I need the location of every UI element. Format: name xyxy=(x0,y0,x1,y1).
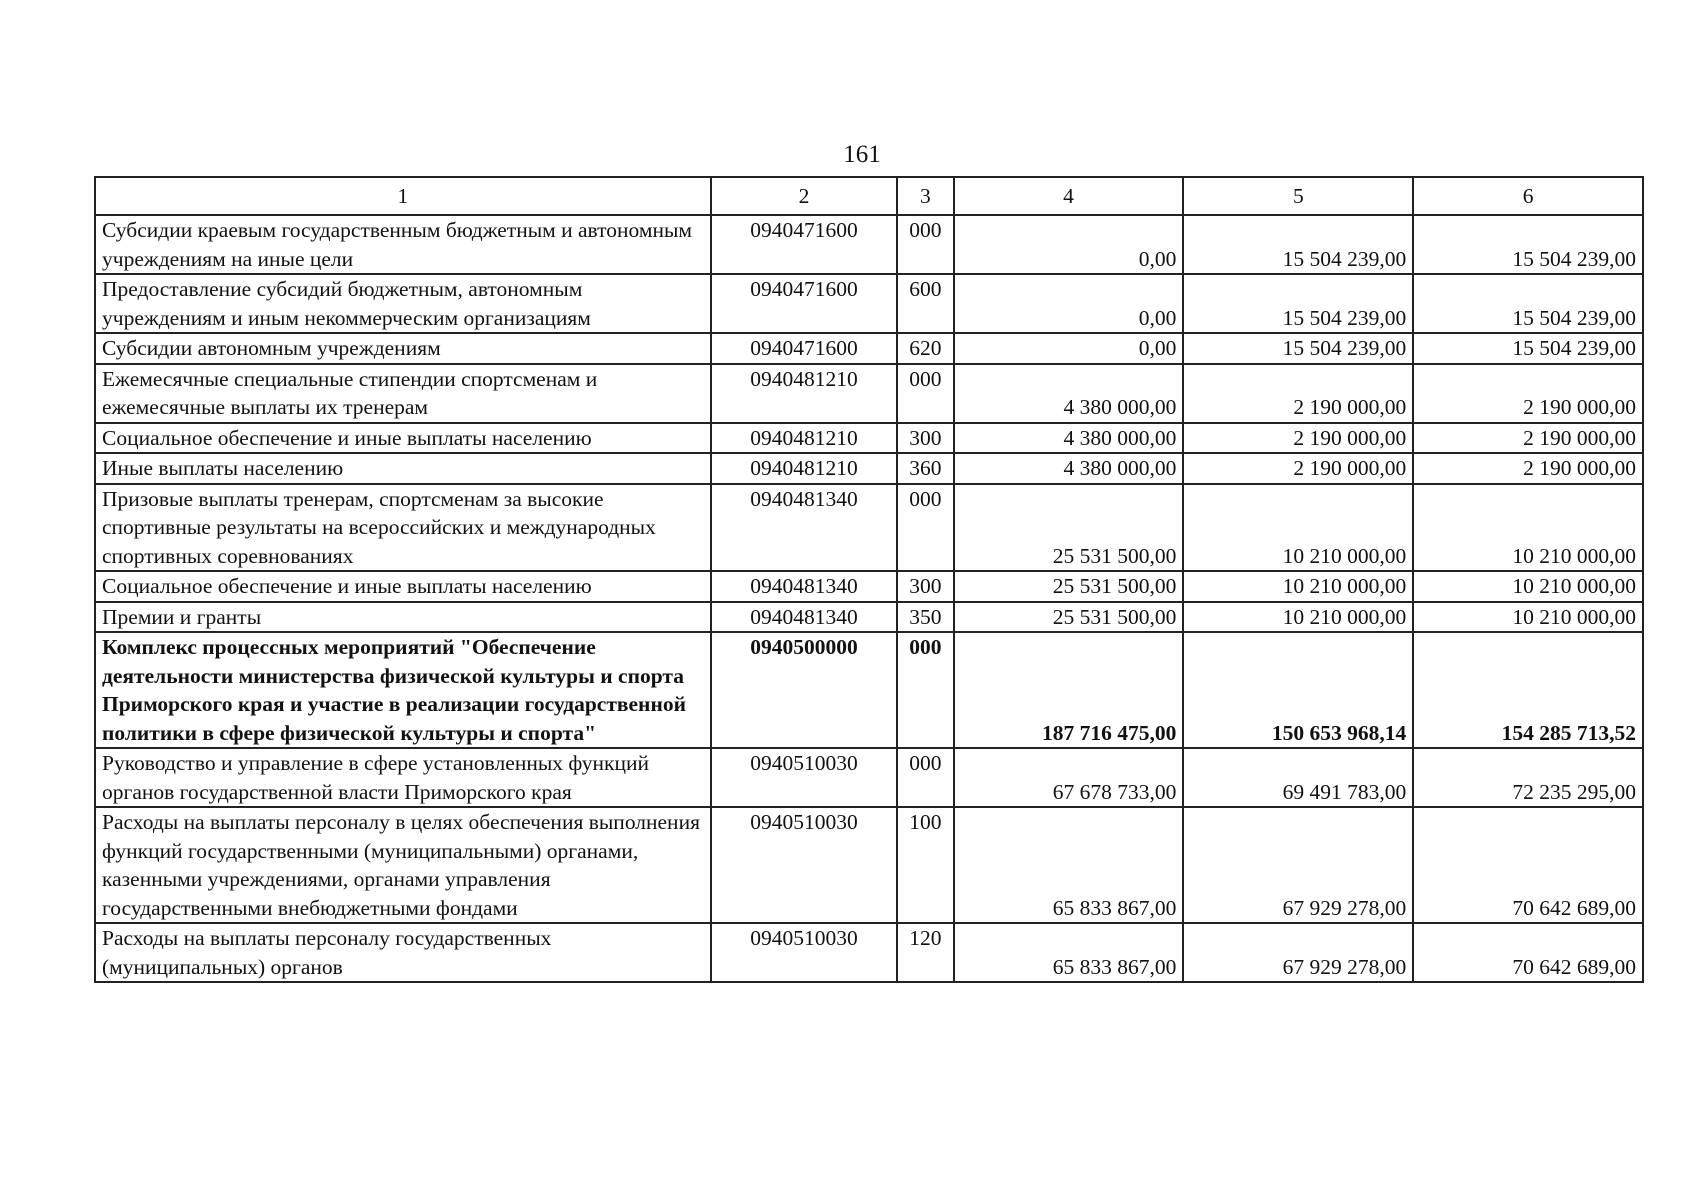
table-row xyxy=(95,602,1643,633)
row-name-cell: Руководство и управление в сфере установленных функций органов государственной власти Приморского края xyxy=(95,748,711,807)
row-code-cell: 0940510030 xyxy=(711,807,897,923)
column-header-3: 3 xyxy=(897,177,953,215)
row-code-cell: 0940471600 xyxy=(711,333,897,364)
column-header-4: 4 xyxy=(954,177,1184,215)
row-amount-year2-cell: 15 504 239,00 xyxy=(1183,274,1413,333)
row-expense-type-cell: 000 xyxy=(897,484,953,572)
row-expense-type-cell: 000 xyxy=(897,364,953,423)
column-header-2: 2 xyxy=(711,177,897,215)
budget-table xyxy=(94,176,1644,983)
row-amount-year2-cell: 15 504 239,00 xyxy=(1183,333,1413,364)
row-code-cell: 0940510030 xyxy=(711,748,897,807)
row-amount-year3-cell: 15 504 239,00 xyxy=(1413,333,1643,364)
row-amount-year1-cell: 25 531 500,00 xyxy=(954,602,1184,633)
table-row xyxy=(95,571,1643,602)
table-row xyxy=(95,923,1643,982)
row-name-cell: Предоставление субсидий бюджетным, автономным учреждениям и иным некоммерческим организациям xyxy=(95,274,711,333)
row-name-cell: Социальное обеспечение и иные выплаты населению xyxy=(95,423,711,454)
row-name-cell: Субсидии краевым государственным бюджетным и автономным учреждениям на иные цели xyxy=(95,215,711,274)
row-code-cell: 0940481210 xyxy=(711,423,897,454)
row-amount-year1-cell: 67 678 733,00 xyxy=(954,748,1184,807)
row-amount-year2-cell: 10 210 000,00 xyxy=(1183,484,1413,572)
table-row xyxy=(95,364,1643,423)
row-expense-type-cell: 300 xyxy=(897,423,953,454)
row-amount-year3-cell: 154 285 713,52 xyxy=(1413,632,1643,748)
row-code-cell: 0940481340 xyxy=(711,602,897,633)
column-header-5: 5 xyxy=(1183,177,1413,215)
table-row xyxy=(95,807,1643,923)
row-amount-year3-cell: 10 210 000,00 xyxy=(1413,602,1643,633)
row-name-cell: Иные выплаты населению xyxy=(95,453,711,484)
column-header-1: 1 xyxy=(95,177,711,215)
row-amount-year3-cell: 10 210 000,00 xyxy=(1413,484,1643,572)
row-code-cell: 0940481340 xyxy=(711,484,897,572)
row-amount-year2-cell: 67 929 278,00 xyxy=(1183,923,1413,982)
row-name-cell: Комплекс процессных мероприятий "Обеспечение деятельности министерства физической культуры и спорта Приморского края и участие в реализации государственной политики в сфере физической культуры и спорта" xyxy=(95,632,711,748)
row-amount-year2-cell: 10 210 000,00 xyxy=(1183,602,1413,633)
row-amount-year3-cell: 70 642 689,00 xyxy=(1413,807,1643,923)
row-expense-type-cell: 600 xyxy=(897,274,953,333)
row-amount-year1-cell: 187 716 475,00 xyxy=(954,632,1184,748)
row-amount-year1-cell: 4 380 000,00 xyxy=(954,364,1184,423)
table-row xyxy=(95,215,1643,274)
row-name-cell: Призовые выплаты тренерам, спортсменам за высокие спортивные результаты на всероссийских и международных спортивных соревнованиях xyxy=(95,484,711,572)
row-amount-year3-cell: 15 504 239,00 xyxy=(1413,274,1643,333)
row-expense-type-cell: 360 xyxy=(897,453,953,484)
row-amount-year1-cell: 4 380 000,00 xyxy=(954,453,1184,484)
row-name-cell: Ежемесячные специальные стипендии спортсменам и ежемесячные выплаты их тренерам xyxy=(95,364,711,423)
budget-table-body xyxy=(95,177,1643,982)
row-amount-year3-cell: 2 190 000,00 xyxy=(1413,453,1643,484)
row-code-cell: 0940471600 xyxy=(711,274,897,333)
table-row xyxy=(95,333,1643,364)
row-amount-year1-cell: 25 531 500,00 xyxy=(954,484,1184,572)
row-amount-year1-cell: 0,00 xyxy=(954,215,1184,274)
page-number: 161 xyxy=(843,141,881,168)
row-amount-year1-cell: 0,00 xyxy=(954,333,1184,364)
row-amount-year1-cell: 65 833 867,00 xyxy=(954,807,1184,923)
row-amount-year2-cell: 2 190 000,00 xyxy=(1183,364,1413,423)
table-row xyxy=(95,274,1643,333)
table-row xyxy=(95,484,1643,572)
row-code-cell: 0940481210 xyxy=(711,364,897,423)
row-expense-type-cell: 350 xyxy=(897,602,953,633)
row-name-cell: Премии и гранты xyxy=(95,602,711,633)
row-code-cell: 0940481340 xyxy=(711,571,897,602)
row-amount-year1-cell: 0,00 xyxy=(954,274,1184,333)
row-amount-year2-cell: 2 190 000,00 xyxy=(1183,423,1413,454)
row-name-cell: Субсидии автономным учреждениям xyxy=(95,333,711,364)
table-row xyxy=(95,632,1643,748)
row-amount-year3-cell: 10 210 000,00 xyxy=(1413,571,1643,602)
row-amount-year1-cell: 4 380 000,00 xyxy=(954,423,1184,454)
table-row xyxy=(95,423,1643,454)
row-amount-year2-cell: 10 210 000,00 xyxy=(1183,571,1413,602)
row-amount-year1-cell: 65 833 867,00 xyxy=(954,923,1184,982)
row-expense-type-cell: 000 xyxy=(897,215,953,274)
column-number-header-row xyxy=(95,177,1643,215)
row-amount-year3-cell: 15 504 239,00 xyxy=(1413,215,1643,274)
row-amount-year2-cell: 67 929 278,00 xyxy=(1183,807,1413,923)
row-amount-year2-cell: 15 504 239,00 xyxy=(1183,215,1413,274)
row-code-cell: 0940481210 xyxy=(711,453,897,484)
row-expense-type-cell: 100 xyxy=(897,807,953,923)
row-code-cell: 0940500000 xyxy=(711,632,897,748)
row-expense-type-cell: 000 xyxy=(897,748,953,807)
row-code-cell: 0940510030 xyxy=(711,923,897,982)
row-expense-type-cell: 620 xyxy=(897,333,953,364)
row-expense-type-cell: 120 xyxy=(897,923,953,982)
row-name-cell: Расходы на выплаты персоналу государственных (муниципальных) органов xyxy=(95,923,711,982)
row-amount-year3-cell: 70 642 689,00 xyxy=(1413,923,1643,982)
row-amount-year2-cell: 2 190 000,00 xyxy=(1183,453,1413,484)
row-expense-type-cell: 000 xyxy=(897,632,953,748)
row-name-cell: Расходы на выплаты персоналу в целях обеспечения выполнения функций государственными (муниципальными) органами, казенными учреждениями, органами управления государственными внебюджетными фондами xyxy=(95,807,711,923)
row-amount-year3-cell: 2 190 000,00 xyxy=(1413,364,1643,423)
row-expense-type-cell: 300 xyxy=(897,571,953,602)
row-amount-year2-cell: 150 653 968,14 xyxy=(1183,632,1413,748)
table-row xyxy=(95,453,1643,484)
row-amount-year3-cell: 2 190 000,00 xyxy=(1413,423,1643,454)
row-amount-year1-cell: 25 531 500,00 xyxy=(954,571,1184,602)
row-name-cell: Социальное обеспечение и иные выплаты населению xyxy=(95,571,711,602)
column-header-6: 6 xyxy=(1413,177,1643,215)
row-amount-year2-cell: 69 491 783,00 xyxy=(1183,748,1413,807)
table-row xyxy=(95,748,1643,807)
row-code-cell: 0940471600 xyxy=(711,215,897,274)
row-amount-year3-cell: 72 235 295,00 xyxy=(1413,748,1643,807)
